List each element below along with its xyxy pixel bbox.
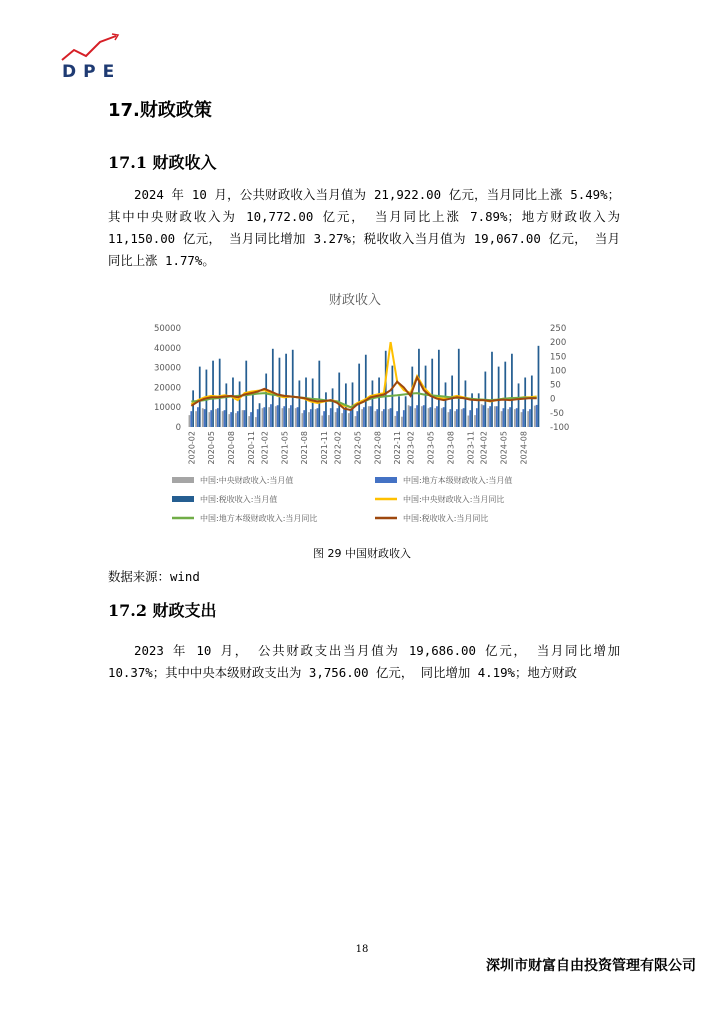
x-tick: 2021-08 [300,431,310,465]
section-title: 17.财政政策 [108,100,212,121]
bar-1 [529,409,531,427]
bar-0 [248,416,250,427]
bar-1 [410,406,412,427]
x-tick: 2023-05 [426,431,436,465]
bar-1 [376,409,378,427]
bar-0 [215,409,217,427]
bar-1 [197,407,199,427]
x-tick: 2023-11 [466,431,476,465]
footer-company: 深圳市财富自由投资管理有限公司 [486,958,696,974]
legend-swatch [375,477,397,483]
bar-1 [217,408,219,427]
bar-1 [337,408,339,427]
bar-1 [449,409,451,427]
bar-0 [368,406,370,427]
bar-2 [232,378,234,428]
y-right-tick: 250 [550,324,567,334]
bar-1 [456,409,458,427]
bar-2 [358,364,360,427]
bar-2 [405,396,407,427]
figure-caption: 图 29 中国财政收入 [313,547,411,560]
bar-2 [531,376,533,427]
x-tick: 2020-08 [227,431,237,465]
y-left-tick: 0 [175,423,181,433]
bar-0 [189,415,191,427]
bar-0 [255,417,257,427]
bar-0 [501,411,503,427]
bar-0 [282,408,284,427]
bar-0 [448,412,450,427]
bar-1 [516,408,518,427]
bar-0 [202,408,204,427]
y-right-tick: -100 [550,423,570,433]
bar-2 [372,380,374,427]
bar-2 [378,378,380,428]
bar-2 [451,376,453,427]
bar-0 [514,409,516,427]
bar-2 [192,390,194,427]
bar-2 [465,380,467,427]
bar-1 [396,411,398,427]
x-tick: 2020-11 [247,431,257,465]
bar-1 [403,410,405,427]
bar-0 [414,408,416,427]
bar-2 [398,396,400,427]
x-tick: 2024-08 [519,431,529,465]
bar-1 [476,408,478,427]
legend-label: 中国:税收收入:当月同比 [403,514,489,523]
bar-2 [431,359,433,427]
bar-2 [538,346,540,427]
bar-1 [383,409,385,427]
bar-1 [363,407,365,427]
bar-1 [370,406,372,427]
bar-1 [356,411,358,427]
bar-1 [489,406,491,427]
y-right-tick: 100 [550,366,567,377]
bar-0 [308,412,310,427]
bar-2 [425,366,427,427]
bar-1 [522,409,524,427]
bar-2 [219,359,221,427]
bar-1 [250,412,252,427]
bar-2 [418,349,420,427]
legend-label: 中国:税收收入:当月值 [200,495,278,504]
x-tick: 2020-02 [187,431,197,465]
bar-1 [423,405,425,427]
bar-1 [270,404,272,427]
bar-1 [416,405,418,427]
bar-0 [268,407,270,427]
bar-1 [283,406,285,427]
y-left-tick: 20000 [153,383,181,394]
bar-2 [272,349,274,427]
bar-2 [292,350,294,427]
bar-1 [190,411,192,427]
bar-2 [199,367,201,427]
bar-0 [228,414,230,427]
chart-title: 财政收入 [328,293,382,308]
bar-1 [244,410,246,427]
bar-1 [436,406,438,427]
bar-0 [487,408,489,427]
bar-1 [224,410,226,427]
bar-2 [225,383,227,427]
bar-2 [279,358,281,427]
bar-0 [441,408,443,427]
bar-1 [330,408,332,427]
legend-label: 中国:中央财政收入:当月值 [200,476,294,485]
y-right-tick: 0 [550,394,556,405]
bar-1 [469,410,471,427]
x-tick: 2023-08 [446,431,456,465]
x-tick: 2021-02 [260,431,270,465]
bar-0 [408,405,410,427]
revenue-chart [150,288,570,538]
bar-2 [438,350,440,427]
revenue-paragraph: 2024 年 10 月，公共财政收入当月值为 21,922.00 亿元，当月同比上涨 5.49%；其中中央财政收入为 10,772.00 亿元， 当月同比上涨 7.89%；地方财政收入为 11,150.00 亿元， 当月同比增加 3.27%；税收收入当月值为 19,067.00 亿元， 当月同比上涨 1.77%。 [108,187,620,268]
x-tick: 2021-11 [320,431,330,465]
bar-0 [388,409,390,427]
bar-0 [375,411,377,427]
x-tick: 2022-08 [373,431,383,465]
bar-1 [343,409,345,427]
bar-2 [212,361,214,427]
bar-2 [524,378,526,428]
y-left-tick: 40000 [153,343,181,354]
bar-2 [259,403,261,427]
logo-text: DPE [62,62,122,82]
bar-2 [411,367,413,427]
legend-label: 中国:地方本级财政收入:当月值 [403,476,513,485]
bar-0 [467,416,469,427]
bar-0 [301,413,303,427]
bar-0 [361,409,363,427]
bar-1 [350,410,352,427]
bar-2 [325,392,327,427]
bar-0 [208,412,210,427]
bar-1 [290,405,292,427]
x-tick: 2024-05 [499,431,509,465]
bar-0 [527,411,529,427]
bar-0 [461,409,463,427]
bar-0 [401,417,403,427]
bar-2 [458,349,460,427]
page-number: 18 [355,944,369,955]
legend-swatch [172,477,194,483]
y-right-tick: 150 [550,352,567,363]
bar-0 [335,412,337,427]
legend-label: 中国:中央财政收入:当月同比 [403,495,505,504]
bar-1 [496,406,498,427]
bar-0 [421,406,423,427]
y-right-tick: -50 [550,408,564,419]
bar-1 [204,409,206,427]
bar-2 [504,362,506,427]
bar-2 [239,381,241,427]
bar-2 [305,378,307,428]
bar-2 [285,354,287,427]
bar-0 [481,404,483,427]
bar-0 [222,411,224,427]
legend-swatch [172,496,194,502]
bar-2 [365,355,367,427]
y-right-tick: 50 [550,380,561,391]
bar-0 [315,409,317,427]
bar-0 [434,408,436,427]
y-left-tick: 30000 [153,363,181,374]
bar-1 [443,407,445,427]
bar-2 [498,367,500,427]
bar-1 [230,412,232,427]
bar-0 [235,413,237,427]
bar-0 [262,408,264,427]
bar-0 [494,406,496,427]
bar-1 [390,408,392,427]
bar-0 [321,416,323,427]
bar-1 [317,408,319,427]
bar-1 [210,410,212,427]
bar-0 [288,408,290,427]
x-tick: 2020-05 [207,431,217,465]
bar-0 [521,412,523,427]
bar-2 [318,361,320,427]
x-tick: 2024-02 [479,431,489,465]
subsection-title-revenue: 17.1 财政收入 [108,153,217,172]
y-left-tick: 10000 [153,403,181,414]
expenditure-paragraph: 2023 年 10 月， 公共财政支出当月值为 19,686.00 亿元， 当月同比增加 10.37%；其中中央本级财政支出为 3,756.00 亿元， 同比增加 4.19%；地方财政 [108,643,620,680]
bar-0 [428,408,430,427]
bar-0 [394,416,396,427]
bar-2 [265,374,267,427]
x-tick: 2021-05 [280,431,290,465]
bar-0 [242,410,244,427]
bar-2 [338,373,340,427]
bar-1 [323,411,325,427]
bar-0 [195,411,197,427]
bar-1 [429,407,431,427]
bar-2 [299,380,301,427]
bar-0 [355,416,357,427]
bar-1 [237,411,239,427]
bar-2 [445,382,447,427]
x-tick: 2023-02 [406,431,416,465]
x-tick: 2022-02 [333,431,343,465]
bar-0 [348,413,350,427]
bar-0 [474,415,476,427]
y-left-tick: 50000 [153,324,181,334]
bar-1 [509,407,511,427]
x-tick: 2022-05 [353,431,363,465]
bar-1 [536,405,538,427]
bar-1 [257,409,259,427]
bar-2 [511,354,513,427]
bar-0 [341,413,343,427]
bar-1 [503,408,505,427]
bar-1 [310,409,312,427]
bar-0 [507,409,509,427]
bar-1 [277,405,279,427]
bar-2 [252,392,254,427]
bar-0 [454,411,456,427]
bar-1 [463,408,465,427]
bar-1 [263,407,265,427]
bar-0 [295,408,297,427]
y-right-tick: 200 [550,338,567,349]
bar-1 [303,410,305,427]
x-tick: 2022-11 [393,431,403,465]
subsection-title-expenditure: 17.2 财政支出 [108,601,217,620]
bar-0 [275,406,277,427]
legend-label: 中国:地方本级财政收入:当月同比 [200,514,318,523]
bar-0 [328,415,330,427]
data-source: 数据来源：wind [108,569,200,584]
bar-2 [332,388,334,427]
bar-0 [534,406,536,427]
bar-2 [518,383,520,427]
bar-2 [491,352,493,427]
bar-1 [483,405,485,427]
bar-1 [297,407,299,427]
bar-0 [381,411,383,427]
